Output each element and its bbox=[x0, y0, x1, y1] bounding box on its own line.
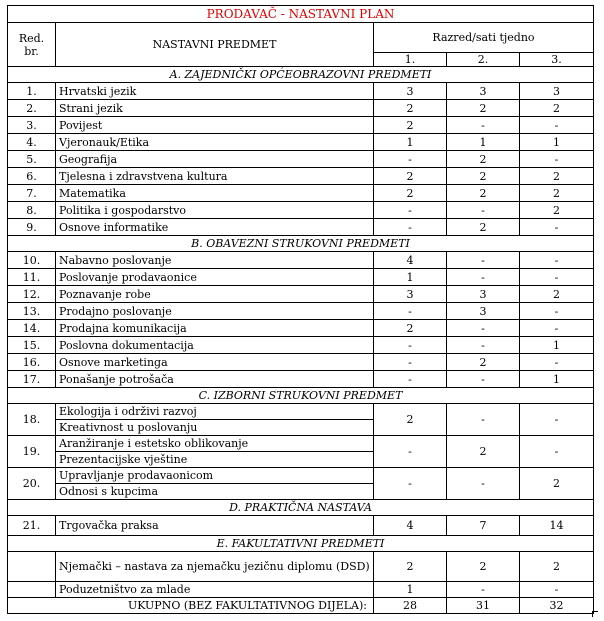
hours-grade-1: 2 bbox=[374, 117, 447, 134]
curriculum-table bbox=[7, 5, 594, 614]
hours-grade-2: 2 bbox=[447, 151, 520, 168]
row-number: 5. bbox=[8, 151, 56, 168]
table-resize-handle bbox=[592, 611, 598, 617]
section-a-heading: A. ZAJEDNIČKI OPĆEOBRAZOVNI PREDMETI bbox=[8, 67, 594, 83]
hours-grade-1: 2 bbox=[374, 168, 447, 185]
table-row bbox=[8, 286, 594, 303]
subject-name: Geografija bbox=[56, 151, 374, 168]
table-row bbox=[8, 117, 594, 134]
total-row bbox=[8, 598, 594, 614]
row-number: 4. bbox=[8, 134, 56, 151]
header-hours: Razred/sati tjedno bbox=[374, 23, 594, 53]
section-e-heading: E. FAKULTATIVNI PREDMETI bbox=[8, 536, 594, 552]
hours-grade-2: - bbox=[447, 404, 520, 436]
hours-grade-2: - bbox=[447, 337, 520, 354]
hours-grade-2: 2 bbox=[447, 219, 520, 236]
table-row bbox=[8, 168, 594, 185]
section-d-heading: D. PRAKTIČNA NASTAVA bbox=[8, 500, 594, 516]
hours-grade-2: 2 bbox=[447, 354, 520, 371]
hours-grade-3: - bbox=[520, 117, 594, 134]
hours-grade-2: 3 bbox=[447, 83, 520, 100]
subject-name: Nabavno poslovanje bbox=[56, 252, 374, 269]
table-row bbox=[8, 151, 594, 168]
table-row bbox=[8, 185, 594, 202]
hours-grade-1: - bbox=[374, 202, 447, 219]
hours-grade-1: - bbox=[374, 436, 447, 468]
hours-grade-2: - bbox=[447, 252, 520, 269]
row-number: 8. bbox=[8, 202, 56, 219]
section-row bbox=[8, 500, 594, 516]
table-row bbox=[8, 337, 594, 354]
row-number: 16. bbox=[8, 354, 56, 371]
table-row bbox=[8, 252, 594, 269]
row-number: 7. bbox=[8, 185, 56, 202]
hours-grade-3: 2 bbox=[520, 202, 594, 219]
table-row bbox=[8, 582, 594, 598]
hours-grade-1: 1 bbox=[374, 582, 447, 598]
section-b-heading: B. OBAVEZNI STRUKOVNI PREDMETI bbox=[8, 236, 594, 252]
subject-name: Osnove marketinga bbox=[56, 354, 374, 371]
hours-grade-1: 4 bbox=[374, 516, 447, 536]
hours-grade-1: 2 bbox=[374, 320, 447, 337]
row-number: 15. bbox=[8, 337, 56, 354]
section-c-heading: C. IZBORNI STRUKOVNI PREDMET bbox=[8, 388, 594, 404]
subject-name: Trgovačka praksa bbox=[56, 516, 374, 536]
hours-grade-3: - bbox=[520, 436, 594, 468]
table-row bbox=[8, 516, 594, 536]
plan-title: PRODAVAČ - NASTAVNI PLAN bbox=[8, 6, 594, 23]
row-number: 10. bbox=[8, 252, 56, 269]
hours-grade-1: 1 bbox=[374, 134, 447, 151]
hours-grade-3: 2 bbox=[520, 100, 594, 117]
hours-grade-3: - bbox=[520, 252, 594, 269]
elective-option-b: Kreativnost u poslovanju bbox=[56, 420, 374, 436]
hours-grade-2: - bbox=[447, 468, 520, 500]
hours-grade-1: - bbox=[374, 371, 447, 388]
hours-grade-2: 2 bbox=[447, 185, 520, 202]
hours-grade-1: 2 bbox=[374, 552, 447, 582]
hours-grade-1: 2 bbox=[374, 100, 447, 117]
hours-grade-2: - bbox=[447, 202, 520, 219]
subject-name: Vjeronauk/Etika bbox=[56, 134, 374, 151]
row-number: 18. bbox=[8, 404, 56, 436]
hours-grade-1: - bbox=[374, 219, 447, 236]
hours-grade-1: 3 bbox=[374, 286, 447, 303]
hours-grade-3: 2 bbox=[520, 185, 594, 202]
hours-grade-3: 1 bbox=[520, 134, 594, 151]
hours-grade-1: - bbox=[374, 151, 447, 168]
hours-grade-3: 14 bbox=[520, 516, 594, 536]
hours-grade-1: 3 bbox=[374, 83, 447, 100]
hours-grade-2: - bbox=[447, 582, 520, 598]
elective-option-a: Aranžiranje i estetsko oblikovanje bbox=[56, 436, 374, 452]
table-row bbox=[8, 269, 594, 286]
subject-name: Poslovanje prodavaonice bbox=[56, 269, 374, 286]
header-subject: NASTAVNI PREDMET bbox=[56, 23, 374, 67]
hours-grade-3: 2 bbox=[520, 168, 594, 185]
hours-grade-3: - bbox=[520, 219, 594, 236]
total-grade-1: 28 bbox=[374, 598, 447, 614]
hours-grade-2: - bbox=[447, 371, 520, 388]
hours-grade-3: - bbox=[520, 582, 594, 598]
subject-name: Osnove informatike bbox=[56, 219, 374, 236]
row-number: 9. bbox=[8, 219, 56, 236]
row-number: 17. bbox=[8, 371, 56, 388]
hours-grade-2: 1 bbox=[447, 134, 520, 151]
subject-name: Prodajna komunikacija bbox=[56, 320, 374, 337]
elective-option-a: Ekologija i održivi razvoj bbox=[56, 404, 374, 420]
table-row bbox=[8, 468, 594, 484]
subject-name: Njemački – nastava za njemačku jezičnu diplomu (DSD) bbox=[56, 552, 374, 582]
row-number: 19. bbox=[8, 436, 56, 468]
subject-name: Ponašanje potrošača bbox=[56, 371, 374, 388]
table-row bbox=[8, 371, 594, 388]
hours-grade-1: - bbox=[374, 354, 447, 371]
hours-grade-2: - bbox=[447, 117, 520, 134]
hours-grade-1: - bbox=[374, 468, 447, 500]
hours-grade-3: - bbox=[520, 354, 594, 371]
subject-name: Poduzetništvo za mlade bbox=[56, 582, 374, 598]
table-row bbox=[8, 404, 594, 420]
table-row bbox=[8, 436, 594, 452]
hours-grade-2: 2 bbox=[447, 436, 520, 468]
row-number: 3. bbox=[8, 117, 56, 134]
hours-grade-2: - bbox=[447, 269, 520, 286]
row-number: 14. bbox=[8, 320, 56, 337]
subject-name: Strani jezik bbox=[56, 100, 374, 117]
section-row bbox=[8, 388, 594, 404]
row-number: 6. bbox=[8, 168, 56, 185]
subject-name: Tjelesna i zdravstvena kultura bbox=[56, 168, 374, 185]
header-grade-1: 1. bbox=[374, 53, 447, 67]
elective-option-b: Prezentacijske vještine bbox=[56, 452, 374, 468]
table-row bbox=[8, 100, 594, 117]
hours-grade-1: 2 bbox=[374, 404, 447, 436]
hours-grade-3: 1 bbox=[520, 371, 594, 388]
row-number: 12. bbox=[8, 286, 56, 303]
table-row bbox=[8, 202, 594, 219]
hours-grade-1: - bbox=[374, 337, 447, 354]
row-number bbox=[8, 552, 56, 582]
total-label: UKUPNO (BEZ FAKULTATIVNOG DIJELA): bbox=[8, 598, 374, 614]
hours-grade-3: 2 bbox=[520, 286, 594, 303]
subject-name: Poznavanje robe bbox=[56, 286, 374, 303]
subject-name: Poslovna dokumentacija bbox=[56, 337, 374, 354]
header-red-br: Red. br. bbox=[8, 23, 56, 67]
section-row bbox=[8, 536, 594, 552]
hours-grade-3: - bbox=[520, 269, 594, 286]
row-number: 20. bbox=[8, 468, 56, 500]
header-grade-3: 3. bbox=[520, 53, 594, 67]
hours-grade-1: 4 bbox=[374, 252, 447, 269]
table-row bbox=[8, 134, 594, 151]
hours-grade-2: 2 bbox=[447, 552, 520, 582]
total-grade-3: 32 bbox=[520, 598, 594, 614]
row-number: 2. bbox=[8, 100, 56, 117]
hours-grade-3: 1 bbox=[520, 337, 594, 354]
table-row bbox=[8, 320, 594, 337]
table-row bbox=[8, 303, 594, 320]
table-row bbox=[8, 552, 594, 582]
elective-option-a: Upravljanje prodavaonicom bbox=[56, 468, 374, 484]
hours-grade-2: - bbox=[447, 320, 520, 337]
row-number: 1. bbox=[8, 83, 56, 100]
hours-grade-3: - bbox=[520, 404, 594, 436]
hours-grade-3: 3 bbox=[520, 83, 594, 100]
hours-grade-2: 3 bbox=[447, 286, 520, 303]
hours-grade-1: - bbox=[374, 303, 447, 320]
subject-name: Matematika bbox=[56, 185, 374, 202]
section-row bbox=[8, 236, 594, 252]
hours-grade-3: - bbox=[520, 303, 594, 320]
table-row bbox=[8, 83, 594, 100]
row-number: 21. bbox=[8, 516, 56, 536]
hours-grade-2: 7 bbox=[447, 516, 520, 536]
elective-option-b: Odnosi s kupcima bbox=[56, 484, 374, 500]
hours-grade-3: 2 bbox=[520, 552, 594, 582]
subject-name: Politika i gospodarstvo bbox=[56, 202, 374, 219]
header-grade-2: 2. bbox=[447, 53, 520, 67]
table-row bbox=[8, 219, 594, 236]
hours-grade-2: 2 bbox=[447, 168, 520, 185]
subject-name: Povijest bbox=[56, 117, 374, 134]
hours-grade-2: 3 bbox=[447, 303, 520, 320]
hours-grade-3: - bbox=[520, 151, 594, 168]
hours-grade-2: 2 bbox=[447, 100, 520, 117]
hours-grade-3: - bbox=[520, 320, 594, 337]
subject-name: Prodajno poslovanje bbox=[56, 303, 374, 320]
row-number bbox=[8, 582, 56, 598]
table-row bbox=[8, 354, 594, 371]
subject-name: Hrvatski jezik bbox=[56, 83, 374, 100]
row-number: 13. bbox=[8, 303, 56, 320]
hours-grade-3: 2 bbox=[520, 468, 594, 500]
total-grade-2: 31 bbox=[447, 598, 520, 614]
row-number: 11. bbox=[8, 269, 56, 286]
hours-grade-1: 2 bbox=[374, 185, 447, 202]
hours-grade-1: 1 bbox=[374, 269, 447, 286]
